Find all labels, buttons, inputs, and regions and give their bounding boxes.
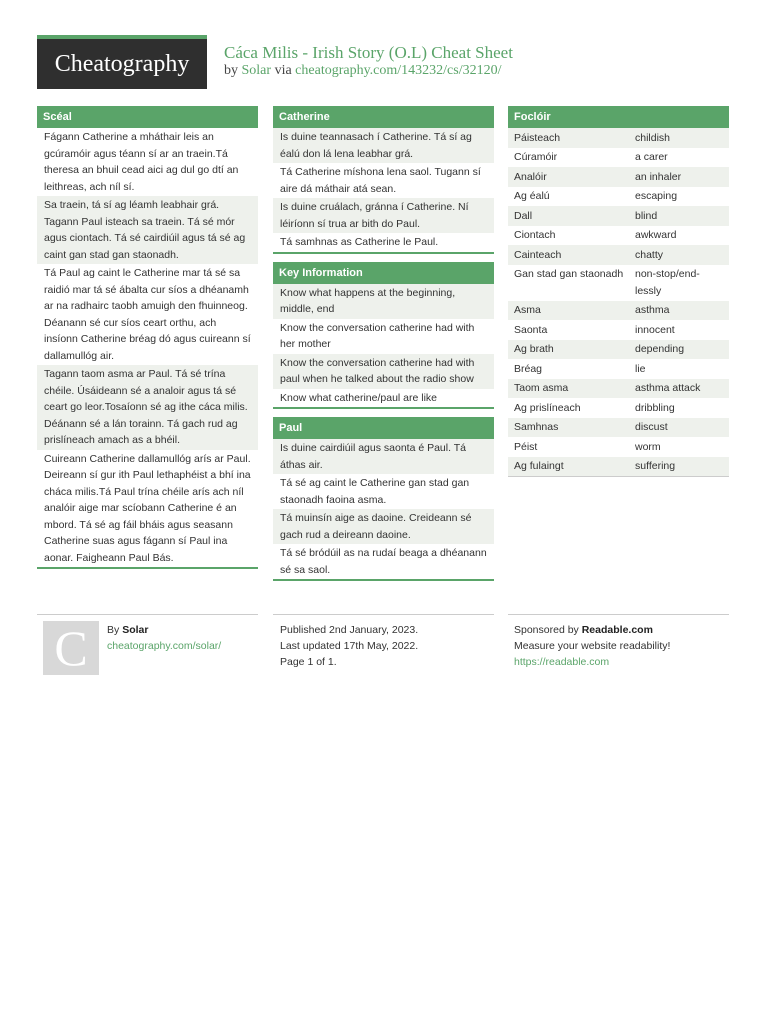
english-word: awkward	[635, 229, 677, 241]
irish-word: Analóir	[514, 170, 547, 183]
logo-text: Cheatography	[54, 50, 190, 77]
english-word: dribbling	[635, 401, 675, 414]
list-item: Tá muinsín aige as daoine. Creideann sé gach rud a deireann daoine.	[273, 509, 494, 544]
footer-divider	[273, 614, 494, 615]
irish-word: Samhnas	[514, 421, 559, 433]
section-title: Catherine	[273, 106, 494, 128]
list-item: Is duine teannasach í Catherine. Tá sí ag éalú don lá lena leabhar grá.	[273, 128, 494, 163]
footer-author-name[interactable]: Solar	[122, 624, 149, 636]
section-title: Foclóir	[508, 106, 729, 128]
table-row	[508, 320, 729, 340]
list-item: Is duine cairdiúil agus saonta é Paul. Tá áthas air.	[273, 439, 494, 474]
author-avatar[interactable]	[43, 621, 99, 675]
page-title: Cáca Milis - Irish Story (O.L) Cheat Sheet	[224, 43, 513, 62]
table-row	[508, 379, 729, 399]
table-row	[508, 206, 729, 226]
table-row	[508, 128, 729, 148]
table-row	[508, 148, 729, 168]
irish-word: Ciontach	[514, 229, 556, 241]
list-item: Tá sé ag caint le Catherine gan stad gan staonadh faoina asma.	[273, 474, 494, 509]
column-3	[508, 106, 729, 485]
english-word: worm	[635, 440, 661, 453]
footer-author-link[interactable]: cheatography.com/solar/	[107, 640, 222, 652]
column-2	[273, 106, 494, 589]
section-title: Paul	[273, 417, 494, 439]
byline-via: via	[274, 63, 292, 78]
english-word: innocent	[635, 323, 675, 336]
irish-word: Gan stad gan staonadh	[514, 268, 624, 280]
page-count: Page 1 of 1.	[280, 656, 337, 668]
english-word: blind	[635, 209, 658, 222]
english-word: childish	[635, 131, 671, 144]
english-word: escaping	[635, 190, 678, 202]
author-link[interactable]: Solar	[241, 63, 272, 78]
irish-word: Cainteach	[514, 248, 562, 261]
list-item: Know the conversation catherine had with her mother	[273, 319, 494, 354]
table-row	[508, 340, 729, 360]
irish-word: Péist	[514, 440, 538, 453]
english-word: asthma attack	[635, 382, 701, 394]
irish-word: Cúramóir	[514, 151, 558, 163]
column-1	[37, 106, 258, 577]
footer-by: By	[107, 624, 120, 636]
published-date: Published 2nd January, 2023.	[280, 624, 419, 636]
english-word: depending	[635, 343, 685, 355]
section-sceal	[37, 106, 258, 569]
english-word: an inhaler	[635, 170, 682, 183]
list-item: Tagann taom asma ar Paul. Tá sé trína chéile. Úsáideann sé a analoir agus tá sé ceart go leor.Tosaíonn sé ag ithe cáca milis. Déánann sé a lán torainn. Tá gach rud ag prislíneach amach as a bhéil.	[37, 365, 258, 450]
english-word: lie	[635, 362, 646, 375]
table-row	[508, 418, 729, 438]
sponsor-name[interactable]: Readable.com	[581, 624, 653, 636]
footer-divider	[508, 614, 729, 615]
irish-word: Dall	[514, 209, 533, 222]
list-item: Tá Catherine míshona lena saol. Tugann sí aire dá máthair atá sean.	[273, 163, 494, 198]
vocab-table	[508, 128, 729, 476]
section-catherine	[273, 106, 494, 254]
table-row	[508, 359, 729, 379]
irish-word: Ag prislíneach	[514, 401, 581, 414]
english-word: suffering	[635, 460, 676, 472]
footer-author	[107, 622, 221, 654]
sponsored-by: Sponsored by	[514, 624, 579, 636]
english-word: non-stop/end-lessly	[635, 268, 700, 297]
list-item: Sa traein, tá sí ag léamh leabhair grá. Tagann Paul isteach sa traein. Tá sé mór agus ciontach. Tá sé cairdiúil agus tá sé ag caint gan stad gan staonadh.	[37, 196, 258, 264]
footer-sponsor	[514, 622, 670, 670]
english-word: asthma	[635, 304, 670, 316]
list-item: Tá samhnas as Catherine le Paul.	[273, 233, 494, 252]
list-item: Is duine cruálach, gránna í Catherine. Ní léiríonn sí trua ar bith do Paul.	[273, 198, 494, 233]
section-title: Key Information	[273, 262, 494, 284]
table-row	[508, 398, 729, 418]
section-title: Scéal	[37, 106, 258, 128]
section-key-information	[273, 262, 494, 410]
irish-word: Ag brath	[514, 343, 554, 355]
byline	[224, 63, 502, 79]
table-row	[508, 167, 729, 187]
footer-divider	[37, 614, 258, 615]
irish-word: Ag éalú	[514, 190, 550, 202]
section-body	[273, 128, 494, 252]
list-item: Know what happens at the beginning, middle, end	[273, 284, 494, 319]
english-word: chatty	[635, 248, 664, 261]
section-body	[37, 128, 258, 567]
list-item: Know what catherine/paul are like	[273, 389, 494, 408]
list-item: Know the conversation catherine had with paul when he talked about the radio show	[273, 354, 494, 389]
irish-word: Ag fulaingt	[514, 460, 564, 472]
list-item: Fágann Catherine a mháthair leis an gcúramóir agus téann sí ar an traein.Tá theresa an bhuil cead aici ag dul go dtí an leithreas, ach níl sí.	[44, 131, 239, 193]
cheatography-logo[interactable]	[37, 35, 207, 89]
table-row	[508, 457, 729, 477]
updated-date: Last updated 17th May, 2022.	[280, 640, 419, 652]
avatar-letter: C	[54, 620, 88, 676]
english-word: discust	[635, 421, 668, 433]
irish-word: Taom asma	[514, 382, 569, 394]
section-body	[273, 284, 494, 408]
irish-word: Páisteach	[514, 131, 561, 144]
list-item: Tá Paul ag caint le Catherine mar tá sé sa raidió mar tá sé ábalta cur síos a dhéanamh ar na radhairc taobh amuigh den fhuinneog. Déanann sé cur síos ceart orthu, ach insíonn Catherine bréag dó agus cuireann sí dallamullóg air.	[44, 267, 251, 362]
list-item: Tá sé bródúil as na rudaí beaga a dhéanann sé sa saol.	[273, 544, 494, 579]
irish-word: Asma	[514, 304, 541, 316]
table-row	[508, 187, 729, 207]
table-row	[508, 437, 729, 457]
table-row	[508, 301, 729, 321]
table-row	[508, 245, 729, 265]
section-paul	[273, 417, 494, 581]
sponsor-tagline: Measure your website readability!	[514, 640, 671, 652]
english-word: a carer	[635, 151, 668, 163]
sponsor-link[interactable]: https://readable.com	[514, 656, 610, 668]
table-row	[508, 265, 729, 301]
irish-word: Saonta	[514, 323, 548, 336]
section-body	[273, 439, 494, 579]
byline-by: by	[224, 63, 238, 78]
table-row	[508, 226, 729, 246]
irish-word: Bréag	[514, 362, 543, 375]
list-item: Cuireann Catherine dallamullóg arís ar Paul. Deireann sí gur ith Paul lethaphéist a bhí ina cháca milis.Tá Paul trína chéile arís ach níl analóir aige mar scíobann Catherine é an mbord. Tá sé ag fáil bháis agus seasann Catherine suas agus fágann sí Paul ina aonar. Faigheann Paul Bás.	[44, 452, 251, 564]
footer-meta	[280, 622, 418, 670]
section-focloir	[508, 106, 729, 477]
sheet-url-link[interactable]: cheatography.com/143232/cs/32120/	[295, 63, 502, 78]
